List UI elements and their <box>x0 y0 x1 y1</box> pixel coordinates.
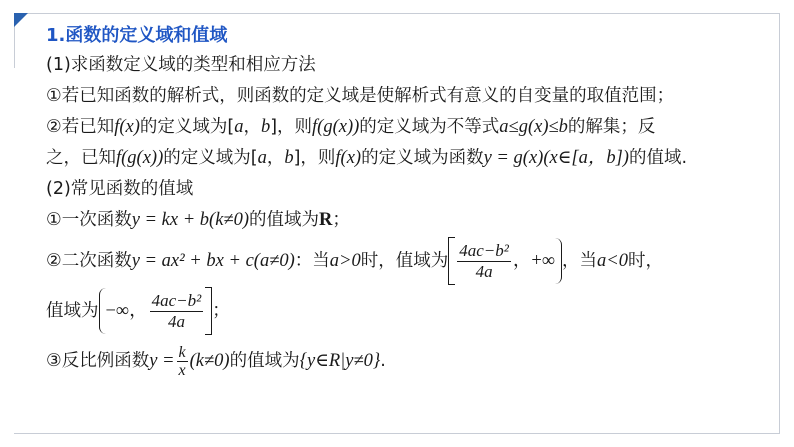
math: R <box>319 210 333 230</box>
text: 的值域. <box>628 148 688 168</box>
math: a<0 <box>597 251 628 271</box>
text: ， <box>266 148 285 168</box>
text: ②若已知 <box>46 117 115 137</box>
math: y = <box>149 351 175 371</box>
text: 的定义域为[ <box>163 148 258 168</box>
fraction-numerator: k <box>178 343 186 361</box>
math: (k≠0) <box>189 351 230 371</box>
text: 的值域为 <box>249 210 319 230</box>
left-bracket <box>448 237 455 285</box>
fraction-denominator: x <box>178 361 186 379</box>
domain-method-1: ①若已知函数的解析式，则函数的定义域是使解析式有意义的自变量的取值范围； <box>46 86 675 106</box>
range-quadratic-function <box>46 236 766 286</box>
fraction <box>457 241 511 282</box>
math: a≤g(x)≤b <box>499 117 568 137</box>
right-paren <box>555 238 562 284</box>
domain-method-2 <box>46 112 766 143</box>
range-linear-function <box>46 205 766 236</box>
text: ； <box>212 301 230 321</box>
range-quadratic-function-continued <box>46 286 766 336</box>
fraction-denominator: 4a <box>167 311 185 331</box>
math: ，+∞ <box>512 251 556 271</box>
text: ]，则 <box>270 117 313 137</box>
text: ， <box>243 117 261 137</box>
slide-content <box>46 22 766 386</box>
text: 的值域为 <box>229 351 300 371</box>
section-title: 1.函数的定义域和值域 <box>46 25 228 46</box>
math: f(g(x)) <box>116 148 164 168</box>
range-inverse-proportion-function <box>46 336 766 386</box>
text: 的定义域为不等式 <box>359 117 500 137</box>
math: b <box>260 117 271 137</box>
text: 值域为 <box>46 301 99 321</box>
math: {y∈R|y≠0} <box>299 351 381 371</box>
math: −∞， <box>105 301 148 321</box>
subsection-heading-2: (2)常见函数的值域 <box>46 179 194 199</box>
text: . <box>380 351 386 371</box>
math: y = kx + b(k≠0) <box>131 210 249 230</box>
text: ，当 <box>562 251 598 271</box>
frame-bottom-border <box>14 433 780 434</box>
text: ]，则 <box>293 148 336 168</box>
text: 的定义域为[ <box>139 117 235 137</box>
left-paren <box>99 288 106 334</box>
math: y = g(x)(x∈[a，b]) <box>483 148 629 168</box>
text: 时， <box>628 251 663 271</box>
text: ：当 <box>294 251 330 271</box>
text: 时，值域为 <box>360 251 449 271</box>
text: 的定义域为函数 <box>361 148 484 168</box>
subsection-heading-1: (1)求函数定义域的类型和相应方法 <box>46 55 316 75</box>
math: a <box>257 148 267 168</box>
math: f(g(x)) <box>312 117 360 137</box>
fraction-denominator: 4a <box>475 261 493 281</box>
math: f(x) <box>335 148 362 168</box>
text: ①一次函数 <box>46 210 132 230</box>
math: y = ax² + bx + c(a≠0) <box>131 251 295 271</box>
text: ③反比例函数 <box>46 351 150 371</box>
math: a <box>234 117 244 137</box>
fraction <box>177 344 188 379</box>
text: 的解集；反 <box>567 117 656 137</box>
frame-top-border <box>14 13 780 14</box>
frame-right-border <box>779 13 780 433</box>
math: b <box>284 148 294 168</box>
fraction-numerator: 4ac−b² <box>459 240 509 260</box>
math: a>0 <box>329 251 361 271</box>
text: 之，已知 <box>46 148 116 168</box>
corner-accent <box>14 13 28 27</box>
domain-method-2-continued <box>46 143 766 174</box>
text: ； <box>332 210 350 230</box>
fraction-numerator: 4ac−b² <box>151 290 202 310</box>
math: f(x) <box>114 117 140 137</box>
text: ②二次函数 <box>46 251 132 271</box>
fraction <box>150 291 204 332</box>
